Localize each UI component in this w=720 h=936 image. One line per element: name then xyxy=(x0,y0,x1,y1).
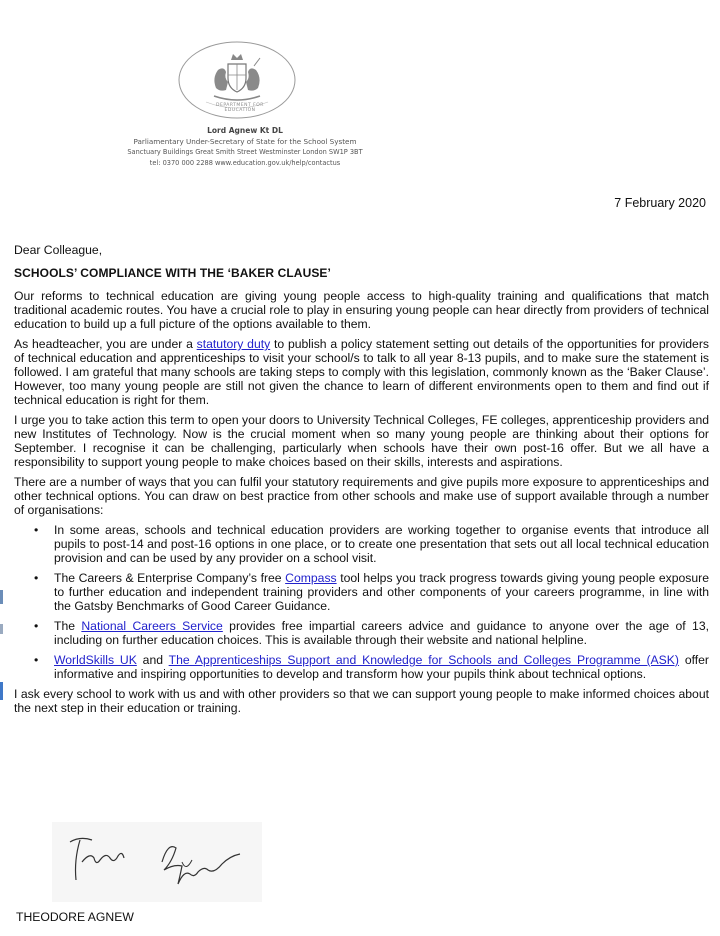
signatory-name: THEODORE AGNEW xyxy=(16,910,134,924)
handwritten-signature xyxy=(52,822,262,902)
text-segment: and xyxy=(136,653,169,667)
worldskills-uk-link[interactable]: WorldSkills UK xyxy=(54,653,137,667)
text-segment: As headteacher, you are under a xyxy=(14,337,197,351)
crest-caption: DEPARTMENT FOR EDUCATION xyxy=(216,103,264,113)
bullet-icon: • xyxy=(34,653,39,667)
bullet-icon: • xyxy=(34,523,39,537)
statutory-duty-link[interactable]: statutory duty xyxy=(196,337,271,351)
salutation: Dear Colleague, xyxy=(14,243,103,257)
text-segment: provides free impartial careers advice and guidance to anyone over the age of 13, including on further education choices. This is available through their website and national helpline. xyxy=(54,619,709,647)
list-item xyxy=(14,523,709,565)
text-segment: to publish a policy statement setting out details of the opportunities for providers of technical education and apprenticeships to visit your school/s to talk to all year 8-13 pupils, and to make sure the statement is followed. I am grateful that many schools are taking steps to comply with this legislation, commonly known as the ‘Baker Clause’. However, too many young people are still not given the chance to learn of different environments open to them and find out if technical education is right for them. xyxy=(14,337,709,407)
text-segment: offer informative and inspiring opportunities to develop and transform how your pupils think about technical options. xyxy=(54,653,709,681)
list-item xyxy=(14,653,709,681)
list-item xyxy=(14,571,709,613)
paragraph-ways: There are a number of ways that you can fulfil your statutory requirements and give pupils more exposure to apprenticeships and other technical options. You can draw on best practice from other schools and make use of support available through a number of organisations: xyxy=(14,475,709,517)
paragraph-reforms: Our reforms to technical education are giving young people access to high-quality training and qualifications that match traditional academic routes. You have a crucial role to play in ensuring young people can hear directly from providers of technical education to build up a full picture of the options available to them. xyxy=(14,289,709,331)
letterhead-address: Sanctuary Buildings Great Smith Street Westminster London SW1P 3BT xyxy=(127,148,363,156)
bullet-icon: • xyxy=(34,619,39,633)
letter-heading: SCHOOLS’ COMPLIANCE WITH THE ‘BAKER CLAUSE’ xyxy=(14,266,331,280)
letterhead-name: Lord Agnew Kt DL xyxy=(207,126,283,135)
list-item xyxy=(14,619,709,647)
list-item-text: In some areas, schools and technical education providers are working together to organise events that introduce all pupils to post-14 and post-16 options in one place, or to create one presentation that sets out all local technical education provision and can be used by any provider on a school visit. xyxy=(54,523,709,565)
bullet-icon: • xyxy=(34,571,39,585)
ask-programme-link[interactable]: The Apprenticeships Support and Knowledge for Schools and Colleges Programme (ASK) xyxy=(168,653,679,667)
paragraph-urge-action: I urge you to take action this term to open your doors to University Technical Colleges, FE colleges, apprenticeship providers and new Institutes of Technology. Now is the crucial moment when so many young people are thinking about their options for September. I recognise it can be challenging, particularly when schools have their own post-16 offer. But we all have a responsibility to support young people to make choices based on their skills, interests and aspirations. xyxy=(14,413,709,469)
edge-artifact xyxy=(0,624,3,634)
paragraph-closing: I ask every school to work with us and with other providers so that we can support young people to make informed choices about the next step in their education or training. xyxy=(14,687,709,715)
paragraph-statutory-duty xyxy=(14,337,709,407)
letterhead-contact: tel: 0370 000 2288 www.education.gov.uk/help/contactus xyxy=(149,159,341,167)
text-segment: tool helps you track progress towards giving young people exposure to further education and independent training providers and other components of your careers programme, in line with the Gatsby Benchmarks of Good Career Guidance. xyxy=(54,571,709,613)
text-segment: The xyxy=(54,619,82,633)
edge-artifact xyxy=(0,682,3,700)
compass-link[interactable]: Compass xyxy=(285,571,337,585)
letterhead-title: Parliamentary Under-Secretary of State for the School System xyxy=(133,137,357,146)
national-careers-service-link[interactable]: National Careers Service xyxy=(81,619,223,633)
text-segment: The Careers & Enterprise Company’s free xyxy=(54,571,286,585)
letter-body xyxy=(14,243,709,721)
letter-date: 7 February 2020 xyxy=(614,196,706,210)
support-list xyxy=(14,523,709,681)
edge-artifact xyxy=(0,590,3,604)
